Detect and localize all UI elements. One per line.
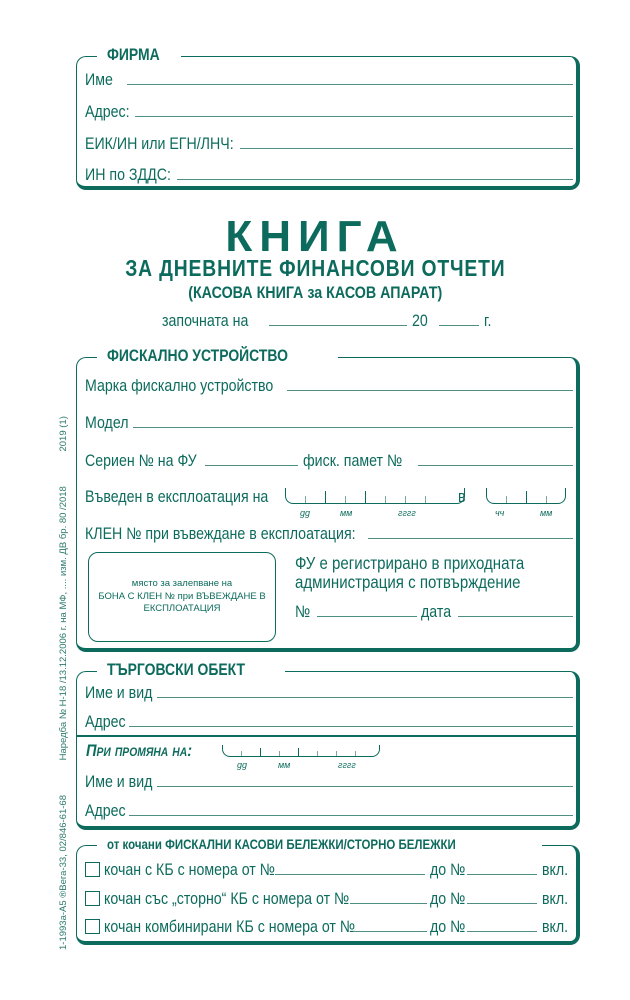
registered-line-2 bbox=[295, 571, 557, 593]
memory-label: фиск. памет № bbox=[303, 452, 403, 470]
caption-month: мм bbox=[340, 508, 353, 518]
change-caption-month: мм bbox=[278, 760, 291, 770]
started-row bbox=[162, 309, 502, 331]
serial-row bbox=[85, 449, 573, 471]
brand-field[interactable] bbox=[287, 390, 573, 391]
sticker-text-1: място за залепване на bbox=[131, 578, 233, 590]
year-suffix: г. bbox=[484, 312, 492, 330]
receipt-row-3 bbox=[85, 915, 573, 937]
receipt-to-label-1: до № bbox=[430, 861, 466, 879]
firm-eik-label: ЕИК/ИН или ЕГН/ЛНЧ: bbox=[85, 135, 234, 153]
change-caption-year: гггг bbox=[338, 760, 356, 770]
receipt-row-2 bbox=[85, 887, 573, 909]
object-name-row bbox=[85, 681, 573, 703]
fiscal-device-heading: ФИСКАЛНО УСТРОЙСТВО bbox=[97, 346, 338, 366]
object-address-field-2[interactable] bbox=[129, 815, 573, 816]
caption-minute: мм bbox=[540, 508, 553, 518]
receipt-from-field-1[interactable] bbox=[275, 874, 425, 875]
change-row bbox=[86, 739, 209, 761]
brand-row bbox=[85, 374, 573, 396]
sticker-text-3: ЕКСПЛОАТАЦИЯ bbox=[143, 603, 221, 615]
klen-label: КЛЕН № при въвеждане в експлоатация: bbox=[85, 525, 356, 543]
receipt-incl-3: вкл. bbox=[542, 918, 569, 936]
firm-eik-row bbox=[85, 132, 573, 154]
klen-row bbox=[85, 522, 573, 544]
receipts-heading-prefix: от кочани bbox=[107, 836, 162, 852]
trade-object-heading: ТЪРГОВСКИ ОБЕКТ bbox=[97, 660, 285, 680]
object-address-row bbox=[85, 710, 573, 732]
receipt-to-field-3[interactable] bbox=[467, 931, 537, 932]
at-label: в bbox=[458, 488, 466, 506]
receipt-to-label-2: до № bbox=[430, 890, 466, 908]
printer-imprint: 1-1993а-А5 ®Вега-33, 02/846-61-68 bbox=[58, 795, 69, 950]
book-subtitle-cash: (КАСОВА КНИГА за КАСОВ АПАРАТ) bbox=[187, 283, 443, 302]
memory-field[interactable] bbox=[418, 465, 573, 466]
object-address-row-2 bbox=[85, 799, 573, 821]
object-name-row-2 bbox=[85, 770, 573, 792]
side-imprint bbox=[58, 384, 69, 950]
commissioned-date-input[interactable] bbox=[285, 488, 465, 504]
edition-imprint: 2019 (1) bbox=[58, 416, 69, 452]
receipt-from-field-3[interactable] bbox=[353, 931, 427, 932]
object-address-label: Адрес bbox=[85, 713, 126, 731]
receipt-checkbox-3[interactable] bbox=[85, 919, 100, 934]
receipt-incl-1: вкл. bbox=[542, 861, 569, 879]
firm-name-label: Име bbox=[85, 71, 113, 89]
model-field[interactable] bbox=[133, 427, 573, 428]
firm-vat-label: ИН по ЗДДС: bbox=[85, 166, 171, 184]
firm-vat-field[interactable] bbox=[177, 179, 573, 180]
firm-name-field[interactable] bbox=[127, 84, 573, 85]
change-label: При промяна на: bbox=[86, 741, 193, 760]
receipts-heading-bold: ФИСКАЛНИ КАСОВИ БЕЛЕЖКИ/СТОРНО БЕЛЕЖКИ bbox=[165, 836, 456, 852]
brand-label: Марка фискално устройство bbox=[85, 377, 274, 395]
receipt-label-2: кочан със „сторно“ КБ с номера от № bbox=[104, 890, 350, 908]
trade-object-divider bbox=[77, 735, 576, 737]
object-name-label-2: Име и вид bbox=[85, 773, 153, 791]
firm-heading: ФИРМА bbox=[97, 45, 181, 65]
object-name-field[interactable] bbox=[157, 697, 573, 698]
serial-field[interactable] bbox=[205, 465, 298, 466]
object-address-label-2: Адрес bbox=[85, 802, 126, 820]
object-name-label: Име и вид bbox=[85, 684, 153, 702]
firm-address-field[interactable] bbox=[135, 116, 573, 117]
receipt-to-label-3: до № bbox=[430, 918, 466, 936]
commissioned-row bbox=[85, 485, 285, 507]
sticker-area bbox=[88, 552, 276, 642]
sticker-text-2: БОНА С КЛЕН № при ВЪВЕЖДАНЕ В bbox=[98, 590, 266, 602]
caption-year: гггг bbox=[398, 508, 416, 518]
confirmation-number-field[interactable] bbox=[317, 616, 417, 617]
commissioned-time-input[interactable] bbox=[486, 488, 566, 504]
registered-text-2: администрация с потвърждение bbox=[295, 572, 521, 592]
receipt-from-field-2[interactable] bbox=[350, 903, 427, 904]
book-subtitle: ЗА ДНЕВНИТЕ ФИНАНСОВИ ОТЧЕТИ bbox=[124, 255, 506, 281]
year-field[interactable] bbox=[439, 325, 479, 326]
caption-day: gg bbox=[300, 508, 311, 518]
confirmation-date-field[interactable] bbox=[458, 616, 573, 617]
receipt-checkbox-2[interactable] bbox=[85, 891, 100, 906]
klen-field[interactable] bbox=[368, 538, 573, 539]
firm-eik-field[interactable] bbox=[240, 148, 573, 149]
firm-address-row bbox=[85, 100, 573, 122]
serial-label: Сериен № на ФУ bbox=[85, 452, 197, 470]
change-date-input[interactable] bbox=[222, 745, 380, 757]
registered-text-1: ФУ е регистрирано в приходната bbox=[295, 553, 525, 573]
receipt-row-1 bbox=[85, 858, 573, 880]
model-label: Модел bbox=[85, 414, 129, 432]
object-address-field[interactable] bbox=[129, 726, 573, 727]
started-label: започната на bbox=[162, 312, 249, 330]
change-caption-day: gg bbox=[237, 760, 248, 770]
model-row bbox=[85, 411, 573, 433]
firm-name-row bbox=[85, 68, 573, 90]
at-label-row bbox=[458, 485, 467, 507]
receipt-checkbox-1[interactable] bbox=[85, 862, 100, 877]
commissioned-label: Въведен в експлоатация на bbox=[85, 488, 269, 506]
regulation-imprint: Наредба № Н-18 /13.12.2006 г. на МФ, .... изм. ДВ бр. 80 /2018 bbox=[58, 486, 69, 761]
receipt-to-field-2[interactable] bbox=[467, 903, 537, 904]
receipt-label-3: кочан комбинирани КБ с номера от № bbox=[104, 918, 356, 936]
firm-vat-row bbox=[85, 163, 573, 185]
receipt-incl-2: вкл. bbox=[542, 890, 569, 908]
receipts-heading bbox=[97, 836, 542, 852]
started-date-field[interactable] bbox=[269, 325, 407, 326]
object-name-field-2[interactable] bbox=[157, 786, 573, 787]
firm-address-label: Адрес: bbox=[85, 103, 130, 121]
year-prefix: 20 bbox=[412, 312, 428, 330]
receipt-label-1: кочан с КБ с номера от № bbox=[104, 861, 275, 879]
confirmation-number-label: № bbox=[295, 603, 311, 621]
caption-hour: чч bbox=[495, 508, 505, 518]
confirmation-row bbox=[295, 600, 573, 622]
receipt-to-field-1[interactable] bbox=[467, 874, 537, 875]
book-title: КНИГА bbox=[225, 212, 405, 261]
confirmation-date-label: дата bbox=[421, 603, 452, 621]
